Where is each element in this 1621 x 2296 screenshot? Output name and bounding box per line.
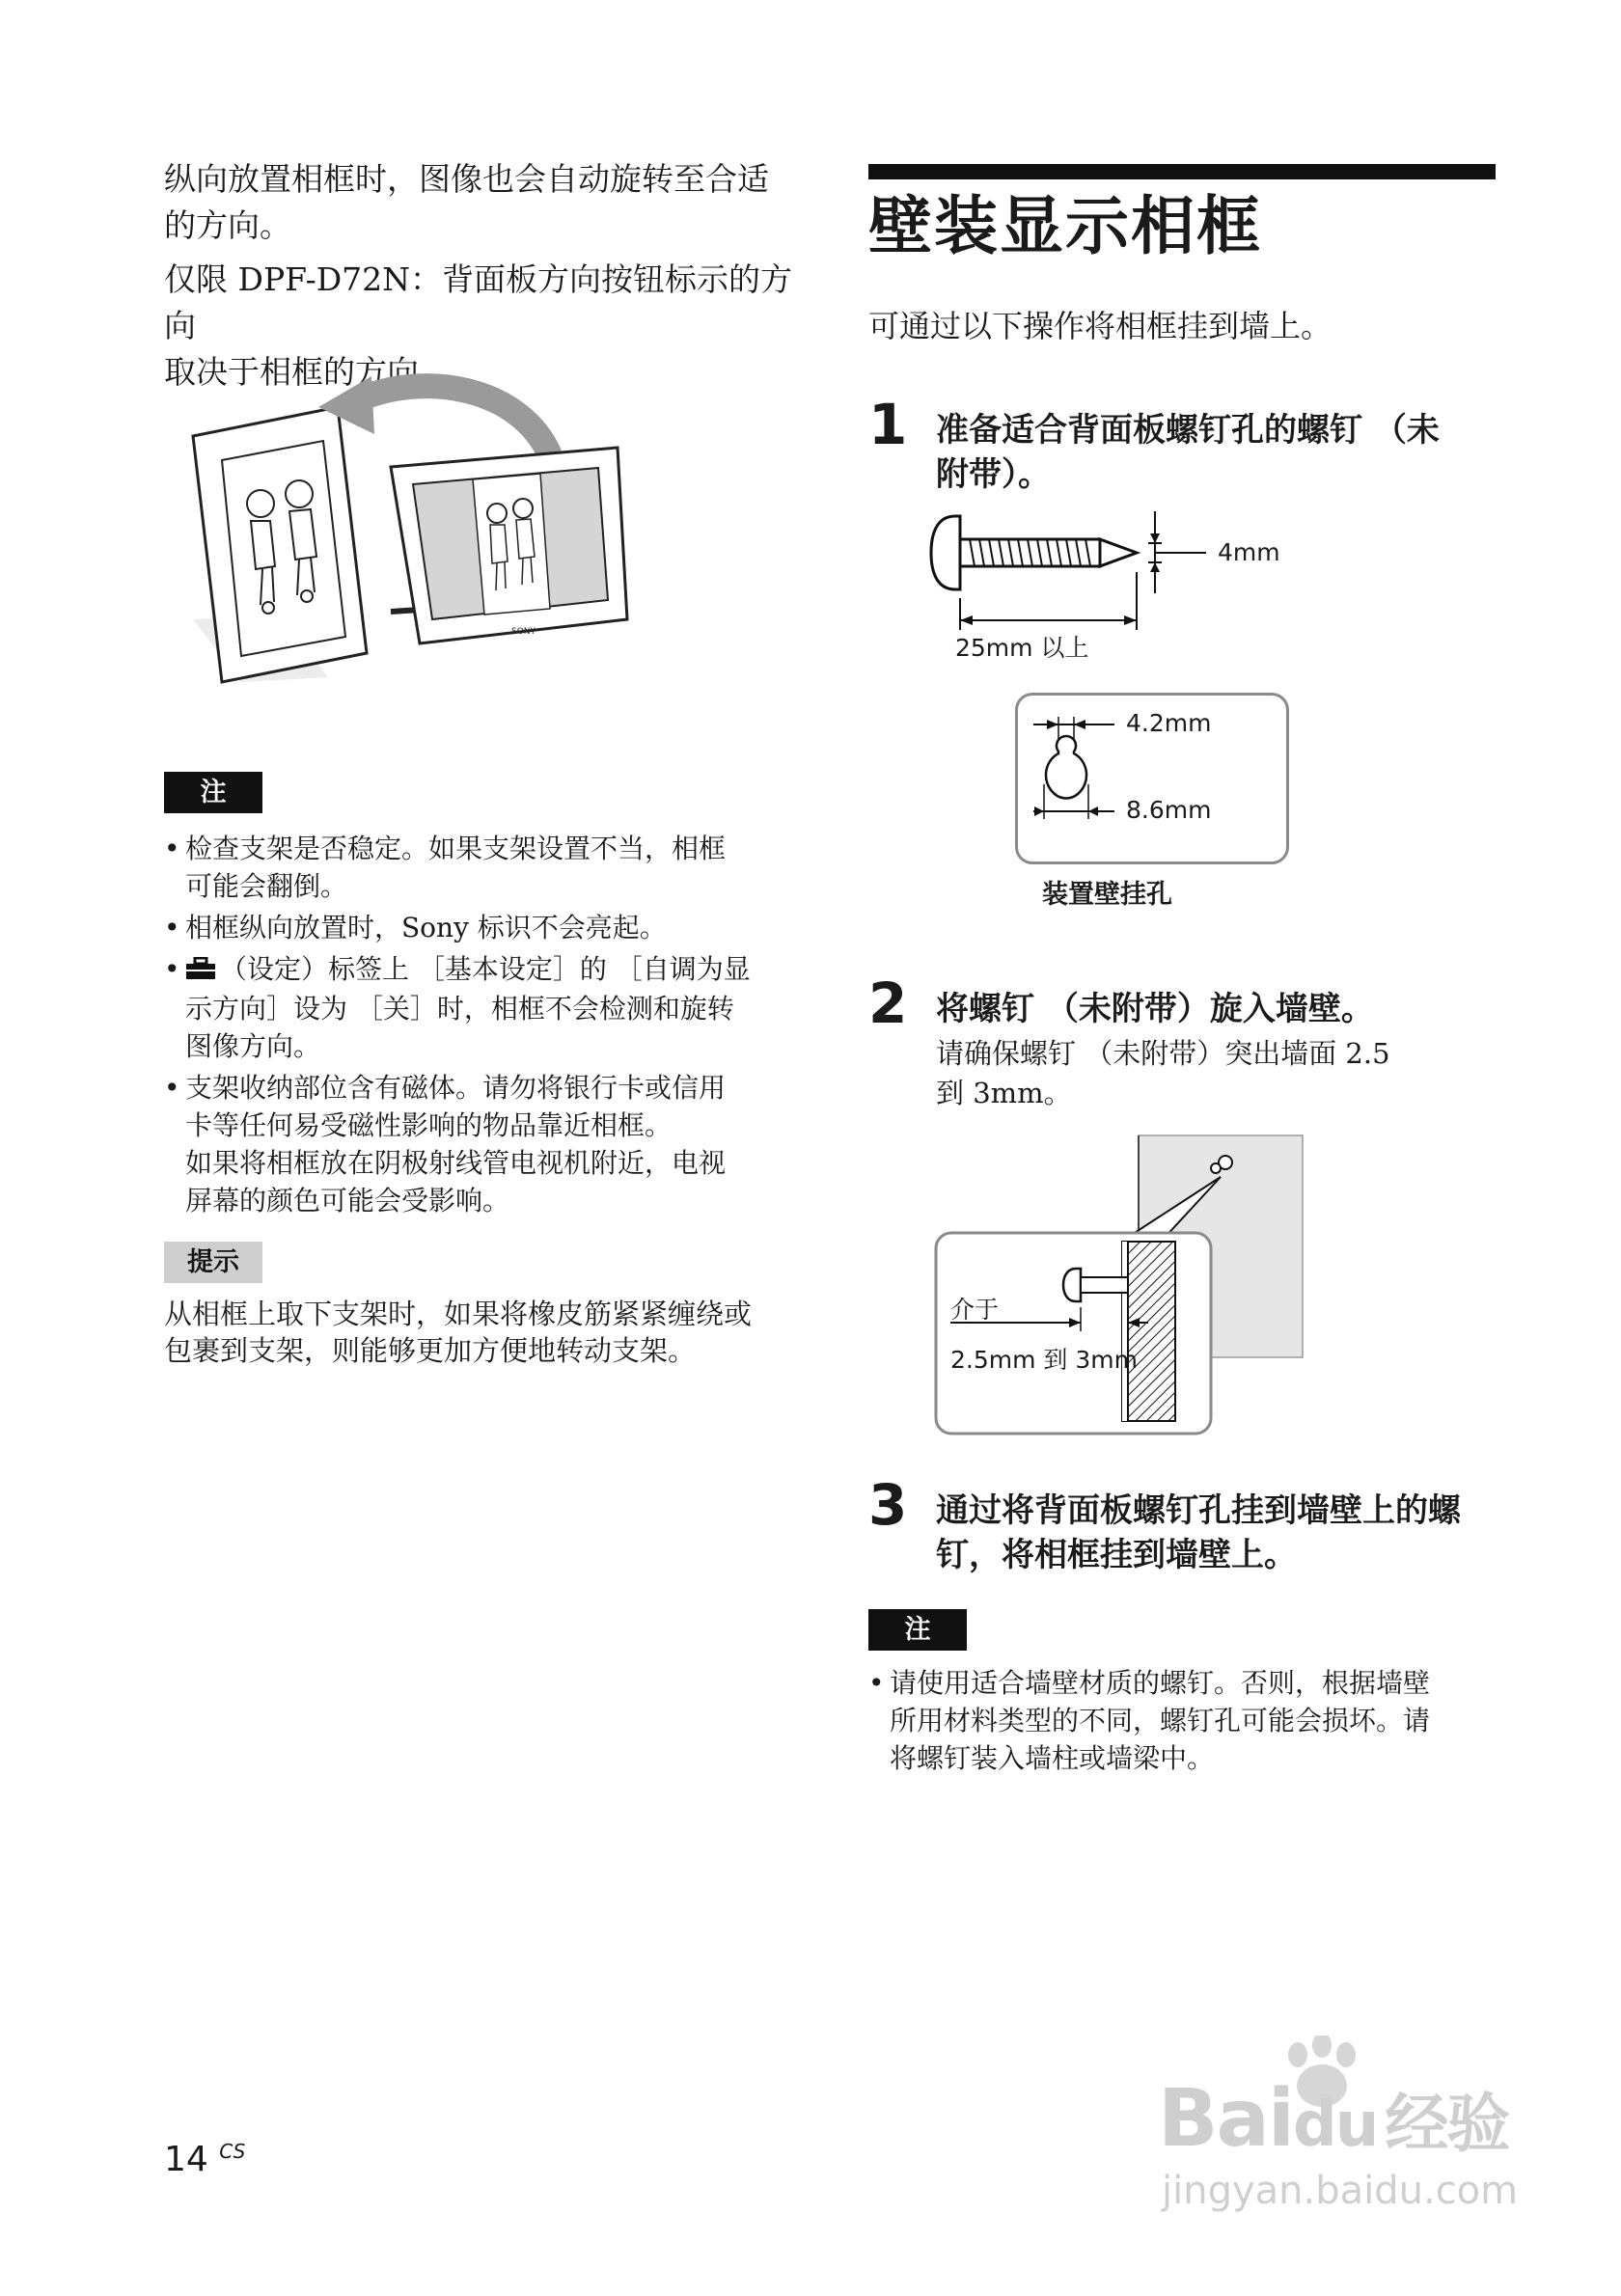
step-subline: 到 3mm。 [936,1077,1072,1109]
note-item [868,1664,1496,1777]
step-number: 3 [868,1472,908,1538]
watermark-product: 经验 [1385,2087,1509,2161]
keyhole-caption: 装置壁挂孔 [1042,880,1172,910]
wall-label-distance: 2.5mm 到 3mm [950,1346,1138,1374]
screw-length-label: 25mm 以上 [955,634,1089,662]
tip-line: 从相框上取下支架时，如果将橡皮筋紧紧缠绕或 [164,1298,753,1330]
note-text: 卡等任何易受磁性影响的物品靠近相框。 [185,1109,673,1141]
toolbox-icon [185,952,216,990]
note-text: （设定）标签上 ［基本设定］的 ［自调为显 [220,953,751,985]
intro-line: 的方向。 [164,206,291,244]
note-item [164,909,801,946]
model-line: 取决于相框的方向。 [164,353,451,391]
frame-rotation-illustration [183,359,637,697]
note-text: • 请使用适合墙壁材质的螺钉。否则，根据墙壁 [890,1667,1431,1699]
wall-diagram [931,1134,1307,1442]
notes-list [164,830,801,1223]
landscape-frame [391,448,627,643]
step1-text [936,408,1505,497]
note-text: 如果将相框放在阴极射线管电视机附近，电视 [185,1147,727,1179]
note-label: 注 [164,772,262,813]
step-line: 准备适合背面板螺钉孔的螺钉 （未 [936,411,1440,450]
language-code: CS [219,2140,246,2163]
sony-logo-text: SONY [511,627,536,637]
note-text: • 相框纵向放置时，Sony 标识不会亮起。 [185,912,667,943]
notes-list [868,1664,1496,1781]
step3-text [936,1489,1515,1577]
step-number: 2 [868,970,908,1036]
step2-text: 将螺钉 （未附带）旋入墙壁。 [936,990,1374,1028]
section-rule [868,164,1496,179]
step-line: 附带）。 [936,455,1051,494]
model-line: 仅限 DPF-D72N：背面板方向按钮标示的方向 [164,260,793,344]
page-number [164,2140,245,2179]
note-text: 所用材料类型的不同，螺钉孔可能会损坏。请 [890,1705,1431,1736]
step-line: 通过将背面板螺钉孔挂到墙壁上的螺 [936,1491,1461,1530]
note-item [164,830,801,905]
tip-line: 包裹到支架，则能够更加方便地转动支架。 [164,1334,697,1367]
note-item [164,950,801,1065]
section-intro: 可通过以下操作将相框挂到墙上。 [868,308,1333,344]
watermark-brand: Bai [1158,2073,1293,2165]
wall-label-between: 介于 [950,1296,1000,1324]
note-text: 将螺钉装入墙柱或墙梁中。 [890,1742,1215,1774]
watermark-brand2: du [1292,2090,1378,2161]
note-text: • 支架收纳部位含有磁体。请勿将银行卡或信用 [185,1072,727,1104]
tip-paragraph [164,1296,820,1369]
note-label: 注 [868,1609,967,1651]
portrait-frame [193,407,367,682]
keyhole-box [1015,693,1289,864]
note-item [164,1069,801,1219]
page-number-value: 14 [164,2140,208,2179]
step-line: 钉，将相框挂到墙壁上。 [936,1536,1297,1574]
step-number: 1 [868,392,908,457]
step2-subtext [936,1034,1505,1113]
note-text: • 检查支架是否稳定。如果支架设置不当，相框 [185,833,727,864]
intro-line: 纵向放置相框时，图像也会自动旋转至合适 [164,160,769,198]
tip-label: 提示 [164,1242,262,1283]
screw-diameter-label: 4mm [1218,538,1280,566]
note-text: 可能会翻倒。 [185,870,348,902]
step-subline: 请确保螺钉 （未附带）突出墙面 2.5 [936,1037,1390,1070]
note-text: 示方向］设为 ［关］时，相框不会检测和旋转 [185,993,734,1025]
note-text: 图像方向。 [185,1030,321,1062]
watermark-url: jingyan.baidu.com [1162,2169,1519,2213]
keyhole-bottom-label: 8.6mm [1126,796,1212,824]
note-text: 屏幕的颜色可能会受影响。 [185,1185,510,1216]
keyhole-top-label: 4.2mm [1126,709,1212,737]
section-title: 壁装显示相框 [868,189,1262,263]
